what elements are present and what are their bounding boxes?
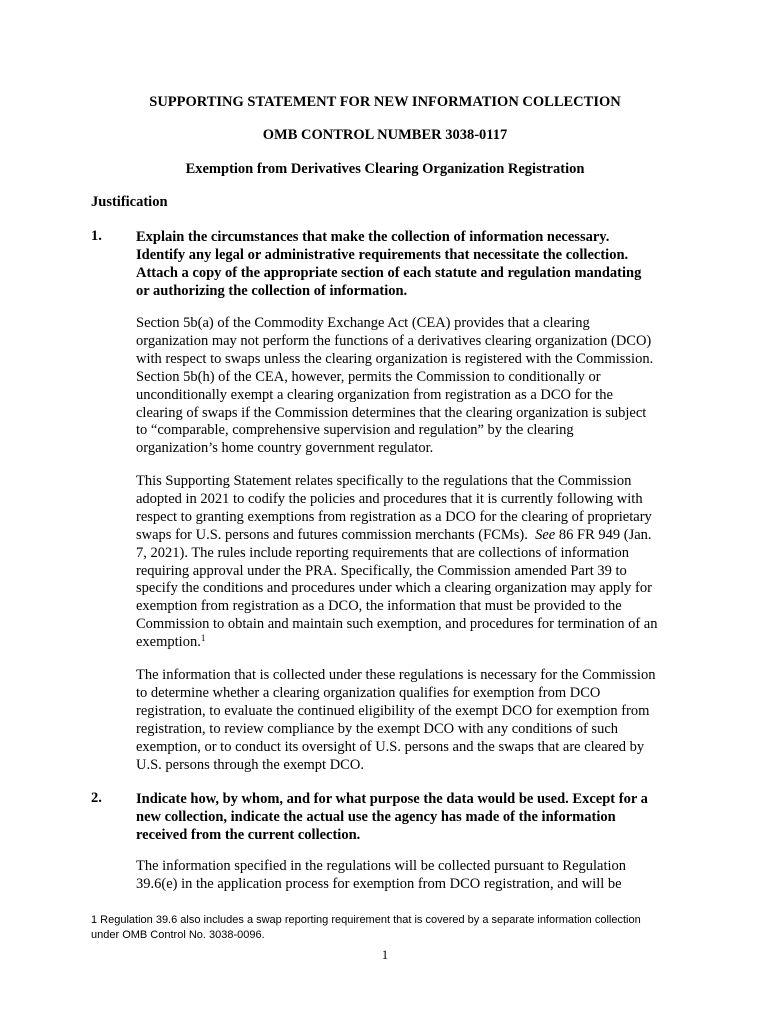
paragraph-line: requiring approval under the PRA. Specifically, the Commission amended Part 39 to — [136, 562, 627, 579]
footnote — [91, 913, 691, 943]
see-citation-signal: See — [535, 526, 556, 543]
paragraph-line: to “comparable, comprehensive supervision and regulation” by the clearing — [136, 422, 574, 439]
paragraph-line: to determine whether a clearing organization qualifies for exemption from DCO — [136, 684, 601, 701]
item-1-question-line: Attach a copy of the appropriate section of each statute and regulation mandating — [136, 265, 642, 281]
item-1-paragraph-3 — [136, 667, 684, 774]
omb-control-number: OMB CONTROL NUMBER 3038-0117 — [262, 127, 508, 143]
document-title: SUPPORTING STATEMENT FOR NEW INFORMATION COLLECTION — [149, 94, 621, 110]
paragraph-line — [136, 634, 684, 652]
paragraph-line: exemption from registration as a DCO, the information that must be provided to the — [136, 598, 622, 615]
item-1-question-line: Explain the circumstances that make the collection of information necessary. — [136, 229, 610, 245]
paragraph-line: This Supporting Statement relates specifically to the regulations that the Commission — [136, 473, 632, 489]
paragraph-line: U.S. persons through the exempt DCO. — [136, 756, 364, 773]
paragraph-line: Section 5b(a) of the Commodity Exchange Act (CEA) provides that a clearing — [136, 315, 590, 331]
paragraph-line: Section 5b(h) of the CEA, however, permits the Commission to conditionally or — [136, 368, 601, 385]
paragraph-line: The information that is collected under these regulations is necessary for the Commission — [136, 667, 656, 683]
paragraph-line: 7, 2021). The rules include reporting requirements that are collections of information — [136, 544, 629, 561]
footnote-line: under OMB Control No. 3038-0096. — [91, 929, 265, 941]
item-1-question — [136, 228, 684, 300]
item-2-number: 2. — [91, 790, 102, 806]
item-2-question-line: received from the current collection. — [136, 827, 361, 843]
document-subtitle: Exemption from Derivatives Clearing Organization Registration — [185, 161, 585, 177]
paragraph-line: organization may not perform the functions of a derivatives clearing organization (DCO) — [136, 332, 652, 349]
item-2-question-line: Indicate how, by whom, and for what purpose the data would be used. Except for a — [136, 791, 648, 807]
line-text: exemption. — [136, 634, 201, 651]
item-1-paragraph-1 — [136, 315, 684, 458]
item-1-question-line: Identify any legal or administrative requirements that necessitate the collection. — [136, 247, 629, 263]
paragraph-line: with respect to swaps unless the clearing organization is registered with the Commission. — [136, 350, 654, 367]
footnote-reference[interactable]: 1 — [200, 633, 206, 644]
paragraph-line: registration, to review compliance by the exempt DCO with any conditions of such — [136, 720, 619, 737]
paragraph-line: specify the conditions and procedures under which a clearing organization may apply for — [136, 580, 652, 597]
item-1-number: 1. — [91, 228, 102, 244]
paragraph-line: organization’s home country government regulator. — [136, 440, 434, 457]
item-1-question-line: or authorizing the collection of information. — [136, 283, 408, 299]
paragraph-line: respect to granting exemptions from registration as a DCO for the clearing of proprietary — [136, 508, 652, 525]
paragraph-line: clearing of swaps if the Commission determines that the clearing organization is subject — [136, 404, 647, 421]
page-number: 1 — [381, 948, 389, 962]
paragraph-line: 39.6(e) in the application process for exemption from DCO registration, and will be — [136, 875, 622, 892]
justification-heading: Justification — [91, 194, 168, 210]
line-text: swaps for U.S. persons and futures commission merchants (FCMs). — [136, 526, 536, 543]
item-2-paragraph-1 — [136, 858, 684, 894]
line-text: 86 FR 949 (Jan. — [555, 526, 652, 543]
paragraph-line: unconditionally exempt a clearing organization from registration as a DCO for the — [136, 386, 613, 403]
footnote-line: 1 Regulation 39.6 also includes a swap reporting requirement that is covered by a separate information collection — [91, 914, 641, 926]
paragraph-line: The information specified in the regulations will be collected pursuant to Regulation — [136, 858, 627, 874]
paragraph-line — [136, 527, 684, 545]
item-2-question — [136, 790, 684, 844]
item-1-paragraph-2 — [136, 473, 684, 652]
item-2-question-line: new collection, indicate the actual use the agency has made of the information — [136, 809, 616, 825]
paragraph-line: registration, to evaluate the continued eligibility of the exempt DCO for exemption from — [136, 702, 650, 719]
paragraph-line: adopted in 2021 to codify the policies and procedures that it is currently following with — [136, 490, 643, 507]
paragraph-line: Commission to obtain and maintain such exemption, and procedures for termination of an — [136, 616, 658, 633]
paragraph-line: exemption, or to conduct its oversight of U.S. persons and the swaps that are cleared by — [136, 738, 645, 755]
